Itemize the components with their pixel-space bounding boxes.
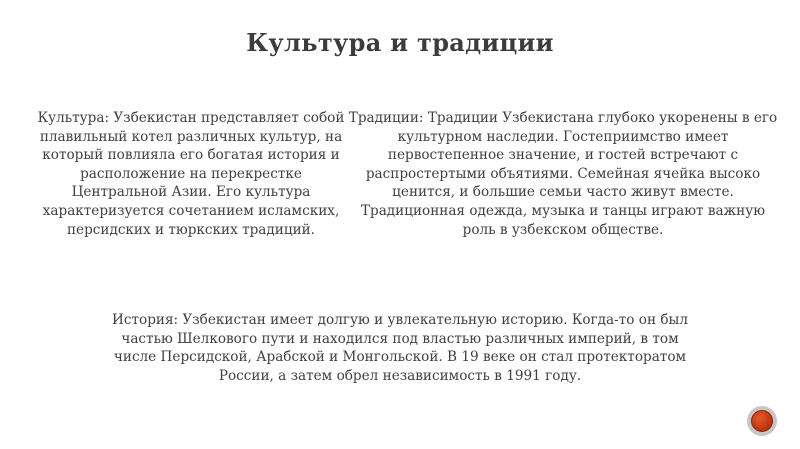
next-slide-button[interactable] <box>747 406 777 436</box>
slide-title: Культура и традиции <box>246 28 554 57</box>
culture-text: Культура: Узбекистан представляет собой плавильный котел различных культур, на который повлияла его богатая история и расположение на перекрестке Центральной Азии. Его культура характеризуется сочетанием исламских, персидских и тюркских традиций. <box>37 110 345 238</box>
traditions-text: Традиции: Традиции Узбекистана глубоко укоренены в его культурном наследии. Гостеприимство имеет первостепенное значение, и гостей встречают с распростертыми объятиями. Семейная ячейка высоко ценится, и большие семьи часто живут вместе. Традиционная одежда, музыка и танцы играют важную роль в узбекском обществе. <box>348 110 778 238</box>
history-text: История: Узбекистан имеет долгую и увлекательную историю. Когда-то он был частью Шелкового пути и находился под властью различных империй, в том числе Персидской, Арабской и Монгольской. В 19 веке он стал протекторатом России, а затем обрел независимость в 1991 году. <box>112 312 688 384</box>
circle-nav-icon <box>751 410 773 432</box>
